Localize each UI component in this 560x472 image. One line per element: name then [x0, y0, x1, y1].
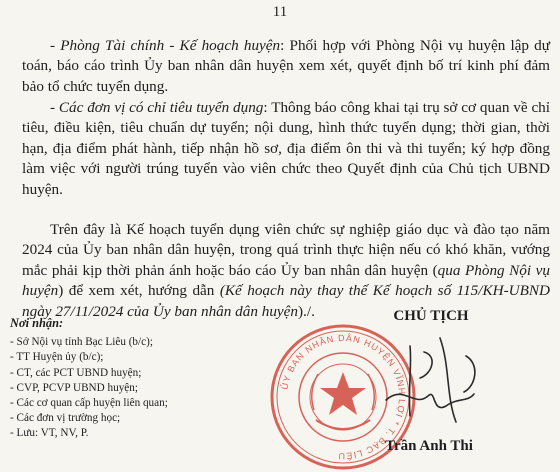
paragraph-lead: - Các đơn vị có chỉ tiêu tuyển dụng	[50, 99, 264, 116]
recipient-item: - Sở Nội vụ tỉnh Bạc Liêu (b/c);	[10, 336, 153, 349]
recipients-block	[10, 316, 168, 442]
recipient-item: - CVP, PCVP UBND huyện;	[10, 381, 138, 394]
page-number: 11	[272, 4, 288, 20]
recipient-item: - CT, các PCT UBND huyện;	[10, 366, 142, 379]
recipients-list	[10, 335, 168, 441]
paragraph-text: ) để xem xét, hướng dẫn	[58, 282, 220, 300]
handwritten-signature-icon	[380, 326, 500, 436]
paragraph-italic: (Kế hoạch này thay thế Kế hoạch số 115/KH-UBND ngày 27/11/2024 của Ủy ban nhân dân huyện	[22, 282, 550, 320]
seal-text: ỦY BAN NHÂN DÂN HUYỆN VĨNH LỢI * T. BẠC LIÊU	[279, 332, 408, 462]
recipients-title: Nơi nhận:	[10, 316, 64, 330]
paragraph-text: : Phối hợp với Phòng Nội vụ huyện lập dự toán, báo cáo trình Ủy ban nhân dân huyện xem xét, quyết định bố trí kinh phí đảm bảo tổ chức tuyển dụng.	[22, 37, 550, 95]
paragraph-recruiting-units	[22, 98, 550, 200]
paragraph-text: : Thông báo công khai tại trụ sở cơ quan về chỉ tiêu, điều kiện, tiêu chuẩn dự tuyển; nội dung, hình thức tuyển dụng; thời gian, thời hạn, địa điểm phát hành, tiếp nhận hồ sơ, địa điểm ôn thi và thi tuyển; ký hợp đồng làm việc với người trúng tuyển vào viên chức theo Quyết định của Chủ tịch UBND huyện.	[22, 99, 550, 198]
signer-title: CHỦ TỊCH	[393, 308, 469, 324]
paragraph-finance-office	[22, 36, 550, 97]
recipient-item: - TT Huyện ủy (b/c);	[10, 351, 104, 364]
paragraph-lead: - Phòng Tài chính - Kế hoạch huyện	[50, 37, 281, 54]
paragraph-text: )./.	[298, 302, 315, 320]
paragraph-conclusion	[22, 220, 550, 322]
paragraph-italic: qua Phòng Nội vụ huyện	[22, 261, 550, 300]
recipient-item: - Lưu: VT, NV, P.	[10, 427, 89, 440]
recipient-item: - Các đơn vị trường học;	[10, 412, 121, 425]
recipient-item: - Các cơ quan cấp huyện liên quan;	[10, 397, 168, 410]
paragraph-text: Trên đây là Kế hoạch tuyển dụng viên chức sự nghiệp giáo dục và đào tạo năm 2024 của Ủy ban nhân dân huyện, trong quá trình thực hiện nếu có khó khăn, vướng mắc phải kịp thời phản ánh hoặc báo cáo Ủy ban nhân dân huyện (	[22, 221, 550, 279]
signer-name: Trần Anh Thi	[385, 438, 473, 454]
